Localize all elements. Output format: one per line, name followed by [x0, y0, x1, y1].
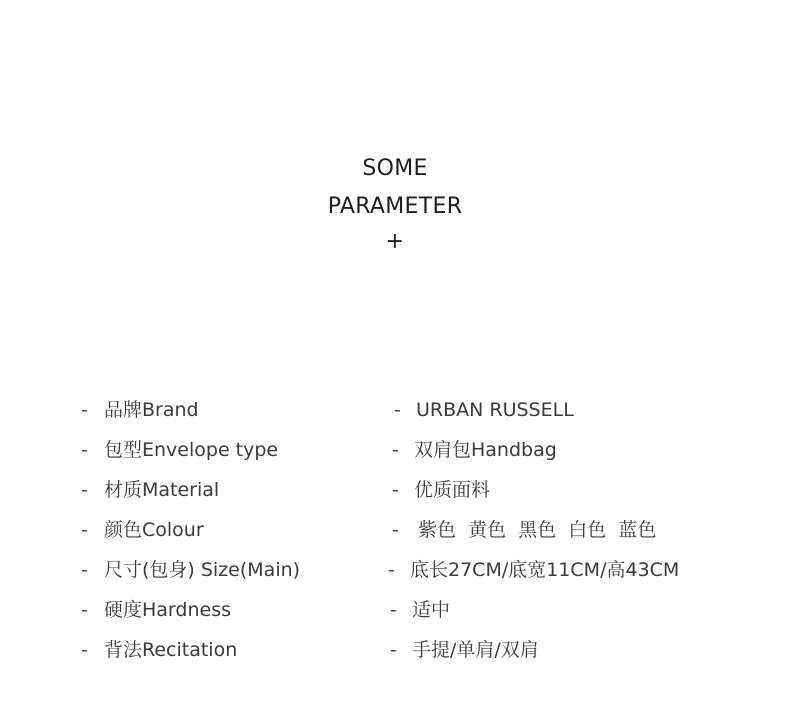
param-row-size: [0, 558, 790, 582]
param-label: 背法Recitation: [104, 639, 238, 661]
param-value: 双肩包Handbag: [414, 439, 557, 461]
bullet-dash: -: [81, 479, 88, 501]
bullet-dash: -: [394, 399, 401, 421]
param-row-colour: [0, 518, 790, 542]
section-title-line-2: PARAMETER: [327, 194, 463, 219]
param-row-hardness: [0, 598, 790, 622]
param-row-brand: [0, 398, 790, 422]
bullet-dash: -: [81, 519, 88, 541]
param-row-envelope-type: [0, 438, 790, 462]
bullet-dash: -: [392, 519, 399, 541]
bullet-dash: -: [81, 599, 88, 621]
bullet-dash: -: [392, 439, 399, 461]
param-row-recitation: [0, 638, 790, 662]
param-label: 硬度Hardness: [104, 599, 231, 621]
param-label: 颜色Colour: [104, 519, 204, 541]
bullet-dash: -: [81, 559, 88, 581]
bullet-dash: -: [81, 639, 88, 661]
bullet-dash: -: [81, 399, 88, 421]
bullet-dash: -: [388, 559, 395, 581]
param-value: 底长27CM/底宽11CM/高43CM: [410, 559, 680, 581]
param-value: 紫色 黄色 黑色 白色 蓝色: [412, 519, 657, 541]
param-label: 品牌Brand: [104, 399, 199, 421]
param-label: 尺寸(包身) Size(Main): [104, 559, 301, 581]
bullet-dash: -: [392, 479, 399, 501]
param-value: 手提/单肩/双肩: [412, 639, 539, 661]
param-value: 适中: [412, 599, 451, 621]
bullet-dash: -: [390, 599, 397, 621]
param-value: 优质面料: [414, 479, 491, 501]
param-label: 材质Material: [104, 479, 220, 501]
plus-icon: +: [385, 229, 405, 254]
param-value: URBAN RUSSELL: [416, 399, 574, 421]
param-label: 包型Envelope type: [104, 439, 279, 461]
section-title-line-1: SOME: [362, 156, 428, 181]
bullet-dash: -: [390, 639, 397, 661]
bullet-dash: -: [81, 439, 88, 461]
param-row-material: [0, 478, 790, 502]
